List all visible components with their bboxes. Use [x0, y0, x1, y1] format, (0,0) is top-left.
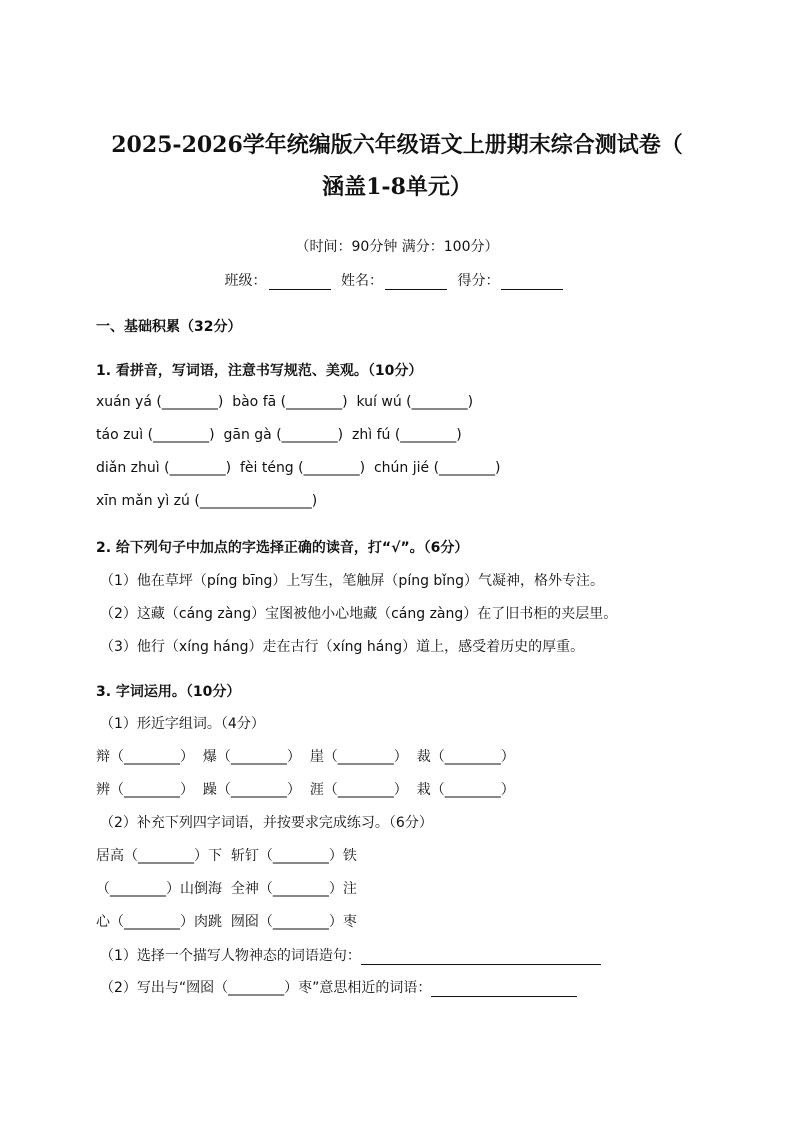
word-item[interactable]: 裁（________）	[416, 749, 515, 765]
q2-item-3: （3）他行（xíng háng）走在古行（xíng háng）道上，感受着历史的厚重。	[100, 639, 585, 655]
exam-title-line1: 2025-2026学年统编版六年级语文上册期末综合测试卷（	[111, 132, 683, 158]
class-label: 班级：	[224, 273, 267, 289]
time-score-info: （时间：90分钟 满分：100分）	[295, 239, 499, 255]
pinyin-item[interactable]: fèi téng (________)	[239, 460, 366, 476]
q1-row-1	[96, 394, 473, 410]
word-item[interactable]: 躁（________）	[202, 782, 301, 798]
q2-heading: 2. 给下列句子中加点的字选择正确的读音，打“√”。（6分）	[96, 540, 469, 556]
q1-row-4	[96, 493, 317, 509]
idiom-item[interactable]: 心（________）肉跳	[96, 914, 222, 930]
idiom-item[interactable]: 斩钉（________）铁	[230, 848, 357, 864]
idiom-item[interactable]: 居高（________）下	[96, 848, 222, 864]
pinyin-item[interactable]: gān gà (________)	[223, 427, 344, 443]
student-info-row	[0, 270, 794, 290]
word-item[interactable]: 栽（________）	[416, 782, 515, 798]
q3-rows1-1	[96, 746, 515, 766]
q3-task1	[100, 945, 601, 965]
pinyin-item[interactable]: táo zuì (________)	[96, 427, 215, 443]
word-item[interactable]: 辨（________）	[96, 782, 194, 798]
pinyin-item[interactable]: xuán yá (________)	[96, 394, 224, 410]
q3-rows2-3	[96, 911, 357, 931]
pinyin-item[interactable]: chún jié (________)	[373, 460, 501, 476]
score-label: 得分：	[457, 273, 500, 289]
idiom-item[interactable]: 全神（________）注	[230, 881, 357, 897]
word-item[interactable]: 涯（________）	[309, 782, 408, 798]
score-blank[interactable]	[501, 275, 563, 290]
q3-heading: 3. 字词运用。（10分）	[96, 684, 241, 700]
q3-rows2-2	[96, 878, 357, 898]
word-item[interactable]: 爆（________）	[202, 749, 301, 765]
exam-title-line2: 涵盖1-8单元）	[322, 174, 472, 200]
word-item[interactable]: 辩（________）	[96, 749, 194, 765]
pinyin-item[interactable]: xīn mǎn yì zú (________________)	[96, 493, 318, 509]
q1-row-2	[96, 427, 462, 443]
idiom-item[interactable]: 囫囵（________）枣	[230, 914, 357, 930]
q3-sub2: （2）补充下列四字词语，并按要求完成练习。（6分）	[100, 815, 433, 831]
q1-heading: 1. 看拼音，写词语，注意书写规范、美观。（10分）	[96, 363, 423, 379]
q1-row-3	[96, 460, 501, 476]
q3-rows2-1	[96, 845, 357, 865]
name-blank[interactable]	[385, 275, 447, 290]
task2-answer-line[interactable]	[431, 982, 577, 997]
pinyin-item[interactable]: zhì fú (________)	[352, 427, 462, 443]
q3-task2	[100, 977, 577, 997]
task2-label: （2）写出与“囫囵（________）枣”意思相近的词语：	[100, 980, 432, 996]
word-item[interactable]: 崖（________）	[309, 749, 408, 765]
q2-item-1: （1）他在草坪（píng bīng）上写生，笔触屏（píng bǐng）气凝神，格外专注。	[100, 573, 604, 589]
q2-item-2: （2）这藏（cáng zàng）宝图被他小心地藏（cáng zàng）在了旧书柜的夹层里。	[100, 606, 618, 622]
class-blank[interactable]	[269, 275, 331, 290]
pinyin-item[interactable]: kuí wú (________)	[356, 394, 474, 410]
q3-rows1-2	[96, 779, 515, 799]
pinyin-item[interactable]: diǎn zhuì (________)	[96, 460, 232, 476]
task1-answer-line[interactable]	[361, 950, 601, 965]
idiom-item[interactable]: （________）山倒海	[96, 881, 222, 897]
name-label: 姓名：	[341, 273, 383, 289]
q3-sub1: （1）形近字组词。（4分）	[100, 716, 265, 732]
section1-heading: 一、基础积累（32分）	[96, 319, 242, 335]
pinyin-item[interactable]: bào fā (________)	[232, 394, 348, 410]
task1-label: （1）选择一个描写人物神态的词语造句：	[100, 948, 361, 964]
